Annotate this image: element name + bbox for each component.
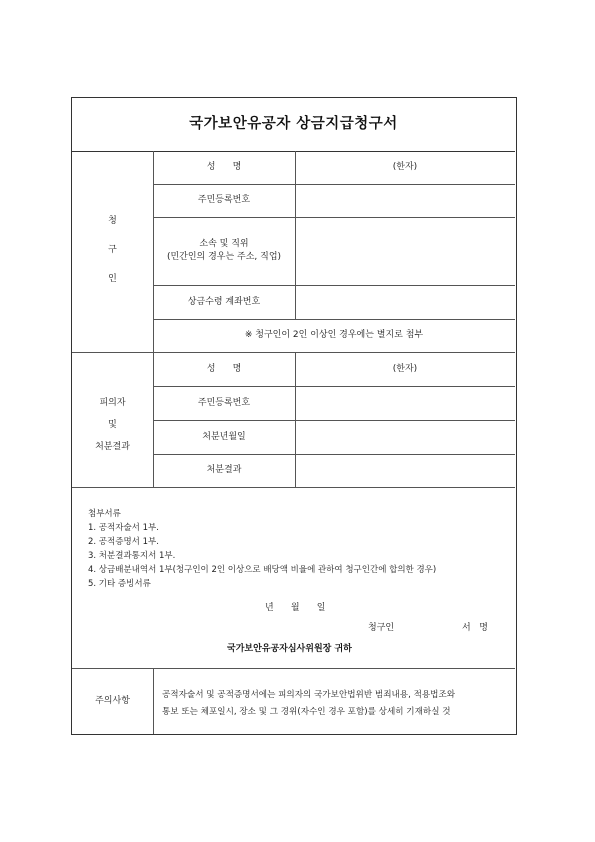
disposition-result-label: 처분결과 [206,465,242,475]
attachment-item-4: 4. 상금배분내역서 1부(청구인이 2인 이상으로 배당액 비율에 관하여 청구인간에 합의한 경우) [88,565,437,575]
notice-line-2: 통보 또는 체포일시, 장소 및 그 경위(자수인 경우 포함)를 상세히 기재하실 것 [162,707,451,717]
claimant-side-char-1: 청 [108,216,117,226]
attachments-heading: 첨부서류 [88,509,121,519]
date-line: 년 월 일 [265,603,326,613]
claimant-name-hanja: (한자) [392,162,418,172]
signature-field[interactable]: 서 명 [462,623,488,633]
claimant-signature-label: 청구인 [368,623,395,633]
claimant-side-char-3: 인 [108,274,117,284]
notice-label: 주의사항 [95,695,130,706]
recipient-line: 국가보안유공자심사위원장 귀하 [227,644,352,654]
suspect-rrn-label: 주민등록번호 [197,397,251,408]
suspect-side-line-3: 처분결과 [95,442,130,452]
section-divider [72,487,515,488]
notice-column-divider [153,668,154,734]
claimant-rrn-field[interactable] [295,184,515,217]
affiliation-label-line-1: 소속 및 직위 [199,239,249,249]
disposition-date-label: 처분년월일 [202,431,246,442]
suspect-side-line-1: 피의자 [99,398,126,408]
claimant-name-field[interactable] [295,151,515,184]
claimant-affiliation-label [153,217,295,285]
notice-text [162,687,512,721]
claimant-note: ※ 청구인이 2인 이상인 경우에는 별지로 첨부 [244,330,424,340]
notice-line-1: 공적자술서 및 공적증명서에는 피의자의 국가보안법위반 범죄내용, 적용법조와 [162,690,456,700]
disposition-result-field[interactable] [295,454,515,487]
claimant-name-label: 성 명 [206,162,242,172]
attachment-item-2: 2. 공적증명서 1부. [88,537,159,547]
claimant-side-char-2: 구 [108,245,117,255]
attachment-item-3: 3. 처분결과통지서 1부. [88,551,176,561]
suspect-name-label: 성 명 [206,363,242,374]
claim-form [71,97,517,735]
suspect-side-label [72,392,153,458]
suspect-side-line-2: 및 [108,420,117,430]
suspect-name-field[interactable] [295,352,515,386]
claimant-account-field[interactable] [295,285,515,319]
suspect-rrn-field[interactable] [295,386,515,420]
suspect-name-hanja: (한자) [392,363,418,374]
claimant-side-label [72,215,153,286]
affiliation-label-line-2: (민간인의 경우는 주소, 직업) [166,252,282,262]
attachment-item-5: 5. 기타 증빙서류 [88,579,151,589]
form-title: 국가보안유공자 상금지급청구서 [189,116,398,132]
attachment-item-1: 1. 공적자술서 1부. [88,523,159,533]
claimant-rrn-label: 주민등록번호 [197,195,251,205]
claimant-account-label: 상금수령 계좌번호 [187,296,261,307]
disposition-date-field[interactable] [295,420,515,454]
claimant-affiliation-field[interactable] [295,217,515,285]
